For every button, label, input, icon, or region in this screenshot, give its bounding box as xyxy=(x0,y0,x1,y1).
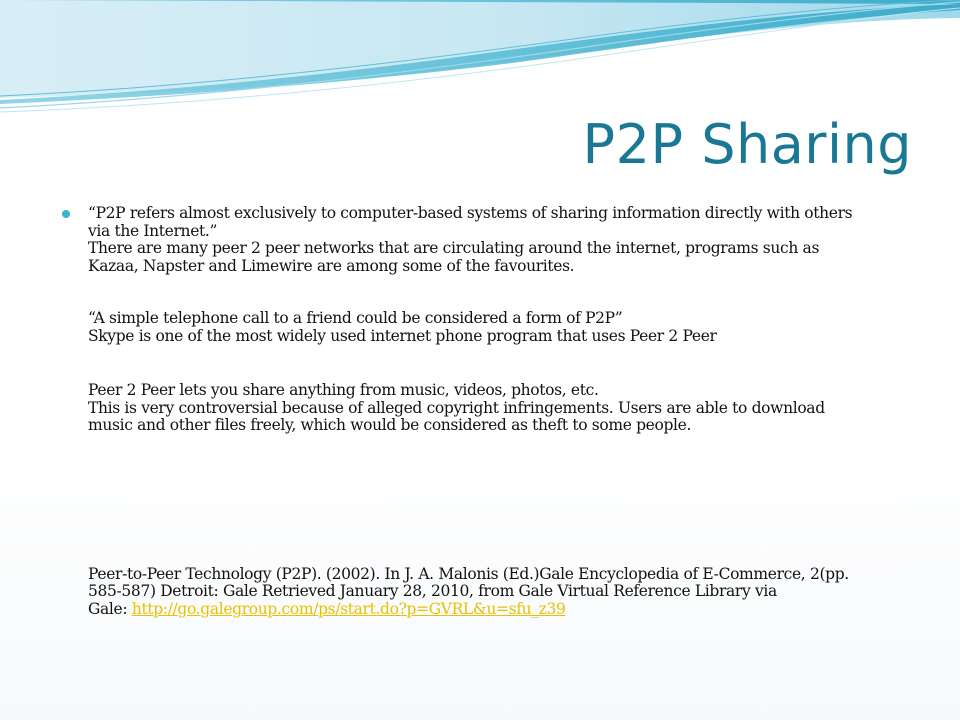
reference-link[interactable]: http://go.galegroup.com/ps/start.do?p=GVRL&u=sfu_z39 xyxy=(131,599,566,618)
reference-prefix: Gale: xyxy=(88,599,132,618)
paragraph-3-line: This is very controversial because of alleged copyright infringements. Users are able to download xyxy=(88,398,825,417)
paragraph-1-line: via the Internet.” xyxy=(88,221,218,240)
reference-line: Peer-to-Peer Technology (P2P). (2002). In J. A. Malonis (Ed.)Gale Encyclopedia of E-Commerce, 2(pp. xyxy=(88,564,849,583)
reference-source-line xyxy=(88,601,922,619)
decorative-wave-header xyxy=(0,0,960,130)
bullet-icon xyxy=(62,210,70,218)
bullet-list-item xyxy=(62,205,922,618)
paragraph-1-line: There are many peer 2 peer networks that are circulating around the internet, programs such as xyxy=(88,239,820,257)
paragraph-2-line: “A simple telephone call to a friend could be considered a form of P2P” xyxy=(88,309,623,327)
paragraph-2-line: Skype is one of the most widely used internet phone program that uses Peer 2 Peer xyxy=(88,326,717,345)
paragraph-3-line: Peer 2 Peer lets you share anything from music, videos, photos, etc. xyxy=(88,381,599,399)
paragraph-spacer xyxy=(88,345,922,382)
paragraph-1-line: “P2P refers almost exclusively to computer-based systems of sharing information directly with others xyxy=(88,204,853,222)
bullet-text xyxy=(88,205,922,618)
reference-line: 585-587) Detroit: Gale Retrieved January 28, 2010, from Gale Virtual Reference Library via xyxy=(88,582,777,600)
slide-title: P2P Sharing xyxy=(582,113,912,176)
paragraph-spacer xyxy=(88,435,922,566)
paragraph-spacer xyxy=(88,275,922,310)
paragraph-1-line: Kazaa, Napster and Limewire are among some of the favourites. xyxy=(88,256,575,275)
paragraph-3-line: music and other files freely, which would be considered as theft to some people. xyxy=(88,416,692,434)
